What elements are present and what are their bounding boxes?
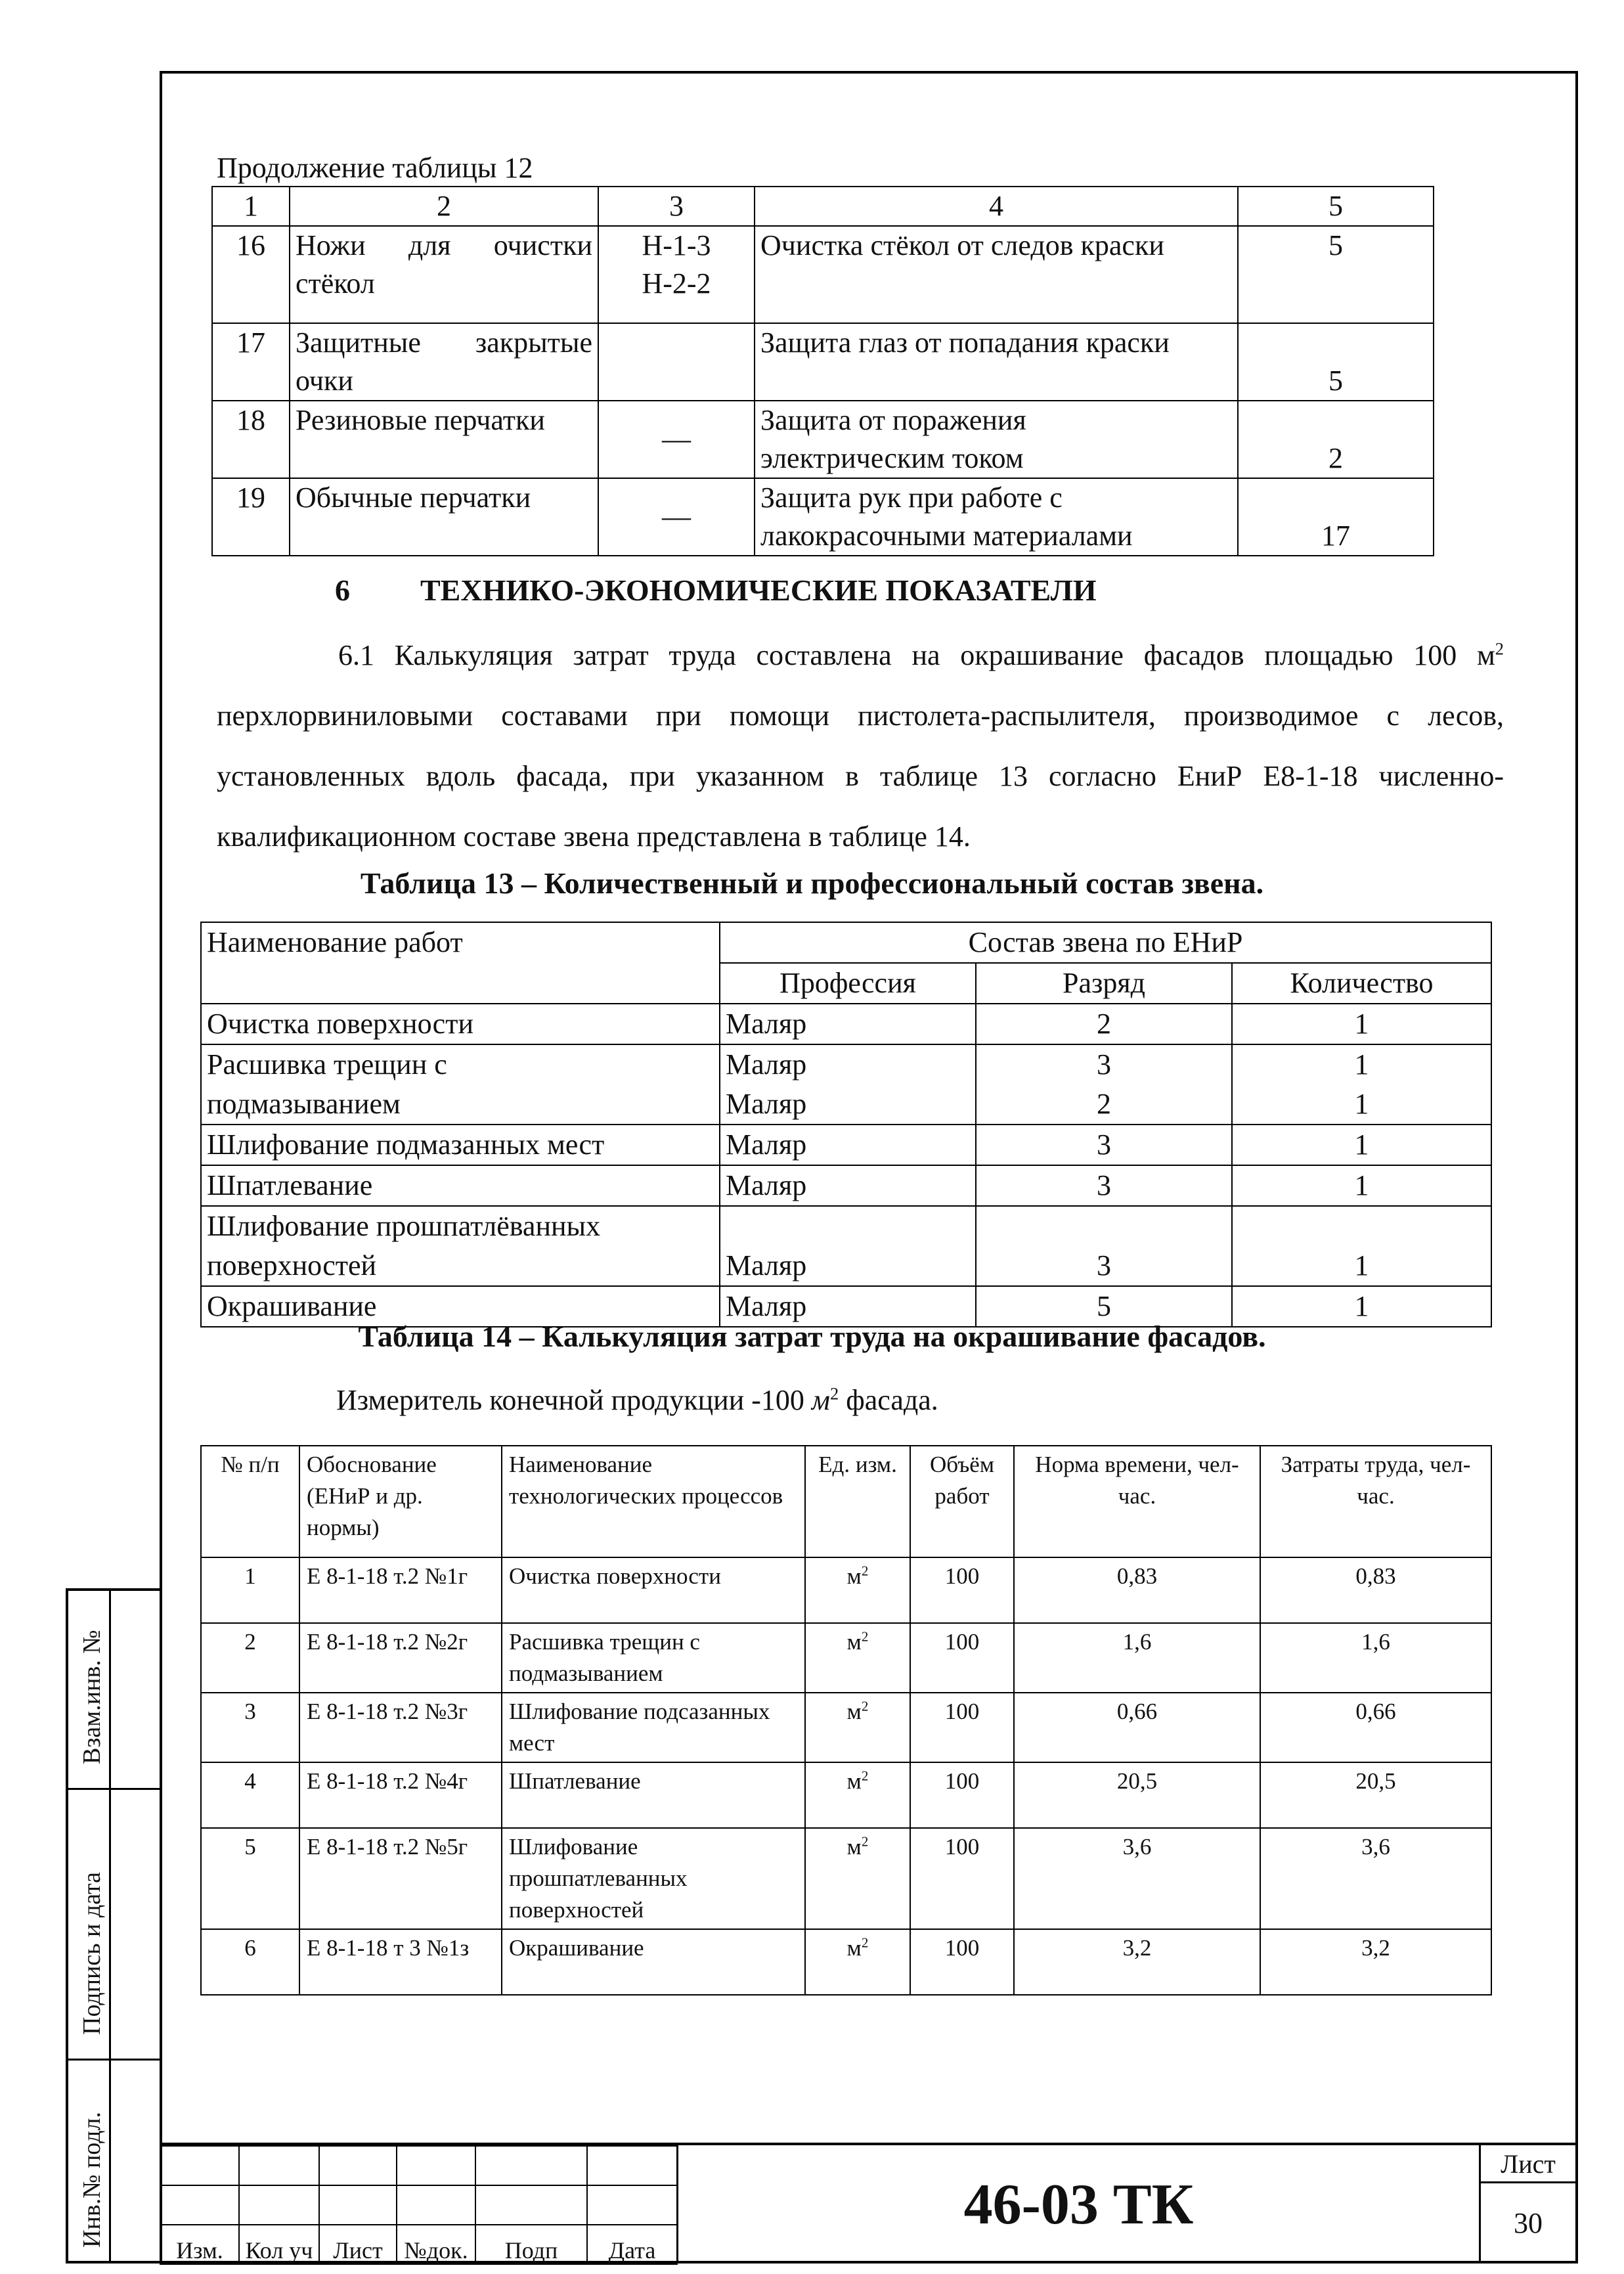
labor-cost: 3,6 xyxy=(1260,1828,1491,1929)
grade xyxy=(976,1165,1232,1206)
work-name xyxy=(201,1125,720,1165)
cell-line: поверхностей xyxy=(207,1249,377,1282)
cell-line: — xyxy=(662,423,691,455)
count xyxy=(1232,1206,1491,1286)
tool-name xyxy=(290,401,598,478)
profession xyxy=(720,1044,976,1125)
table-row xyxy=(201,1929,1491,1995)
sheet-number: 30 xyxy=(1514,2207,1543,2239)
time-norm: 0,83 xyxy=(1014,1557,1260,1623)
cell-line: Маляр xyxy=(726,1128,807,1161)
row-number: 18 xyxy=(212,401,290,478)
row-number: 2 xyxy=(201,1623,299,1693)
unit-exponent: 2 xyxy=(861,1563,869,1579)
table-13 xyxy=(200,922,1492,1327)
side-stamp xyxy=(66,1588,160,2263)
cell-line: лакокрасочными материалами xyxy=(760,520,1133,552)
table-row xyxy=(201,1828,1491,1929)
table-row xyxy=(201,1557,1491,1623)
table14-header-cell: Наименование технологических процессов xyxy=(502,1446,805,1557)
profession xyxy=(720,1165,976,1206)
cell-line: Маляр xyxy=(726,1008,807,1040)
work-volume: 100 xyxy=(910,1828,1014,1929)
table12-header-cell: 2 xyxy=(290,187,598,226)
work-name xyxy=(201,1004,720,1044)
table14-header-cell: Объём работ xyxy=(910,1446,1014,1557)
cell-line: 1 xyxy=(1354,1088,1369,1120)
labor-cost: 1,6 xyxy=(1260,1623,1491,1693)
norm-basis: Е 8-1-18 т 3 №1з xyxy=(299,1929,502,1995)
table-row xyxy=(201,1165,1491,1206)
table-row xyxy=(201,1693,1491,1762)
table14-meter: Измеритель конечной продукции -100 $м^2$ фасада. xyxy=(336,1383,938,1416)
unit xyxy=(805,1762,910,1828)
cell-line: 3 xyxy=(1097,1169,1111,1201)
cell-line: Маляр xyxy=(726,1169,807,1201)
cell-line: Очистка поверхности xyxy=(207,1008,473,1040)
stamp-column-label: Дата xyxy=(587,2225,677,2264)
norm-basis: Е 8-1-18 т.2 №5г xyxy=(299,1828,502,1929)
revision-table xyxy=(160,2145,678,2265)
cell-line: Шлифование прошпатлёванных xyxy=(207,1210,601,1242)
table12-header-cell: 5 xyxy=(1238,187,1434,226)
cell-line: электрическим током xyxy=(760,442,1024,474)
cell-line: 2 xyxy=(1097,1008,1111,1040)
unit xyxy=(805,1929,910,1995)
tool-quantity: 5 xyxy=(1238,323,1434,401)
table14-caption: Таблица 14 – Калькуляция затрат труда на окрашивание фасадов. xyxy=(358,1320,1266,1353)
cell-line: очки xyxy=(296,365,353,397)
unit xyxy=(805,1623,910,1693)
row-number: 17 xyxy=(212,323,290,401)
work-name xyxy=(201,1165,720,1206)
tool-purpose xyxy=(755,226,1238,323)
profession xyxy=(720,1125,976,1165)
side-label-inventory: Инв.№ подл. xyxy=(78,2111,106,2248)
labor-cost: 3,2 xyxy=(1260,1929,1491,1995)
norm-basis: Е 8-1-18 т.2 №3г xyxy=(299,1693,502,1762)
cell-line: 1 xyxy=(1354,1128,1369,1161)
time-norm: 3,2 xyxy=(1014,1929,1260,1995)
count xyxy=(1232,1044,1491,1125)
cell-line: 1 xyxy=(1354,1169,1369,1201)
cell-line: Расшивка трещин с xyxy=(207,1048,447,1081)
section-paragraph: 6.1 Калькуляция затрат труда составлена на окрашивание фасадов площадью 100 $м^2$ перхлорвиниловыми составами при помощи пистолета-распылителя, производимое с лесов, установленных вдоль фасада, при указанном в таблице 13 согласно ЕниР Е8-1-18 численно-квалификационном составе звена представлена в таблице 14. xyxy=(217,638,1504,853)
time-norm: 3,6 xyxy=(1014,1828,1260,1929)
row-number: 19 xyxy=(212,478,290,556)
unit-exponent: 2 xyxy=(861,1698,869,1714)
time-norm: 1,6 xyxy=(1014,1623,1260,1693)
table14-header-cell: Обоснование (ЕНиР и др. нормы) xyxy=(299,1446,502,1557)
profession xyxy=(720,1004,976,1044)
work-volume: 100 xyxy=(910,1929,1014,1995)
unit-exponent: 2 xyxy=(861,1768,869,1784)
cell-line: Обычные перчатки xyxy=(296,481,531,514)
tool-purpose xyxy=(755,478,1238,556)
tool-quantity: 2 xyxy=(1238,401,1434,478)
table-row xyxy=(201,1623,1491,1693)
sheet-label: Лист xyxy=(1481,2145,1575,2183)
labor-cost: 0,83 xyxy=(1260,1557,1491,1623)
unit-base: м xyxy=(846,1629,862,1655)
table-14 xyxy=(200,1445,1492,1995)
cell-line: Н-1-3 xyxy=(642,229,711,261)
cell-line: 1 xyxy=(1354,1008,1369,1040)
process-name: Окрашивание xyxy=(502,1929,805,1995)
count xyxy=(1232,1165,1491,1206)
cell-line: стёкол xyxy=(296,267,375,300)
cell-line: — xyxy=(662,501,691,533)
tool-mark xyxy=(598,478,755,556)
process-name: Очистка поверхности xyxy=(502,1557,805,1623)
stamp-column-label: Кол уч xyxy=(239,2225,319,2264)
row-number: 5 xyxy=(201,1828,299,1929)
tool-name xyxy=(290,478,598,556)
table14-header-cell: Норма времени, чел-час. xyxy=(1014,1446,1260,1557)
cell-line: Защита от поражения xyxy=(760,404,1026,436)
profession xyxy=(720,1206,976,1286)
cell-line: 2 xyxy=(1097,1088,1111,1120)
unit-exponent: 2 xyxy=(861,1628,869,1645)
grade xyxy=(976,1004,1232,1044)
table14-header-row xyxy=(201,1446,1491,1557)
work-volume: 100 xyxy=(910,1762,1014,1828)
table13-header-cell: Количество xyxy=(1232,963,1491,1004)
count xyxy=(1232,1125,1491,1165)
cell-line: Маляр xyxy=(726,1249,807,1282)
time-norm: 20,5 xyxy=(1014,1762,1260,1828)
cell-line: 5 xyxy=(1097,1290,1111,1322)
table14-header-cell: Ед. изм. xyxy=(805,1446,910,1557)
unit-exponent: 2 xyxy=(861,1833,869,1850)
tool-name xyxy=(290,323,598,401)
norm-basis: Е 8-1-18 т.2 №2г xyxy=(299,1623,502,1693)
document-code: 46-03 ТК xyxy=(676,2145,1481,2263)
time-norm: 0,66 xyxy=(1014,1693,1260,1762)
unit-exponent: 2 xyxy=(861,1934,869,1951)
work-volume: 100 xyxy=(910,1623,1014,1693)
grade xyxy=(976,1044,1232,1125)
table12-header-cell: 3 xyxy=(598,187,755,226)
norm-basis: Е 8-1-18 т.2 №1г xyxy=(299,1557,502,1623)
work-volume: 100 xyxy=(910,1693,1014,1762)
labor-cost: 20,5 xyxy=(1260,1762,1491,1828)
process-name: Шлифование подсазанных мест xyxy=(502,1693,805,1762)
cell-line: 1 xyxy=(1354,1290,1369,1322)
table13-header-cell: Профессия xyxy=(720,963,976,1004)
cell-line: Маляр xyxy=(726,1290,807,1322)
row-number: 1 xyxy=(201,1557,299,1623)
cell-line: Защитные закрытые xyxy=(296,326,592,359)
table13-header-row xyxy=(201,922,1491,963)
stamp-column-label: Подп xyxy=(475,2225,587,2264)
title-block xyxy=(160,2143,1578,2263)
work-name xyxy=(201,1044,720,1125)
table-row xyxy=(201,1004,1491,1044)
cell-line: Защита рук при работе с xyxy=(760,481,1063,514)
process-name: Шпатлевание xyxy=(502,1762,805,1828)
cell-line: 1 xyxy=(1354,1249,1369,1282)
count xyxy=(1232,1004,1491,1044)
cell-line: Маляр xyxy=(726,1088,807,1120)
table12-caption: Продолжение таблицы 12 xyxy=(217,152,533,184)
cell-line: Шлифование подмазанных мест xyxy=(207,1128,605,1161)
table13-header-group: Состав звена по ЕНиР xyxy=(720,922,1491,963)
table12-header-cell: 1 xyxy=(212,187,290,226)
work-volume: 100 xyxy=(910,1557,1014,1623)
unit-base: м xyxy=(846,1935,862,1961)
stamp-column-label: Изм. xyxy=(160,2225,239,2264)
stamp-column-label: №док. xyxy=(397,2225,475,2264)
table-row xyxy=(201,1206,1491,1286)
grade xyxy=(976,1125,1232,1165)
work-name xyxy=(201,1206,720,1286)
table-12 xyxy=(211,186,1434,556)
tool-purpose xyxy=(755,323,1238,401)
table-row xyxy=(212,226,1434,323)
row-number: 4 xyxy=(201,1762,299,1828)
table12-header-row xyxy=(212,187,1434,226)
table13-header-name: Наименование работ xyxy=(201,922,720,1004)
cell-line: 3 xyxy=(1097,1249,1111,1282)
norm-basis: Е 8-1-18 т.2 №4г xyxy=(299,1762,502,1828)
tool-quantity: 17 xyxy=(1238,478,1434,556)
unit xyxy=(805,1693,910,1762)
table14-header-cell: № п/п xyxy=(201,1446,299,1557)
unit-base: м xyxy=(846,1699,862,1724)
process-name: Расшивка трещин с подмазыванием xyxy=(502,1623,805,1693)
row-number: 6 xyxy=(201,1929,299,1995)
unit xyxy=(805,1828,910,1929)
cell-line: Защита глаз от попадания краски xyxy=(760,326,1170,359)
cell-line: Резиновые перчатки xyxy=(296,404,545,436)
table13-header-cell: Разряд xyxy=(976,963,1232,1004)
table-row xyxy=(201,1125,1491,1165)
unit-base: м xyxy=(846,1563,862,1589)
table14-header-cell: Затраты труда, чел-час. xyxy=(1260,1446,1491,1557)
unit-base: м xyxy=(846,1834,862,1860)
unit xyxy=(805,1557,910,1623)
cell-line: 3 xyxy=(1097,1128,1111,1161)
table13-caption: Таблица 13 – Количественный и профессиональный состав звена. xyxy=(360,866,1264,900)
stamp-column-label: Лист xyxy=(319,2225,397,2264)
cell-line: подмазыванием xyxy=(207,1088,401,1120)
cell-line: 1 xyxy=(1354,1048,1369,1081)
row-number: 3 xyxy=(201,1693,299,1762)
section-title: ТЕХНИКО-ЭКОНОМИЧЕСКИЕ ПОКАЗАТЕЛИ xyxy=(420,573,1097,607)
tool-purpose xyxy=(755,401,1238,478)
cell-line: Шпатлевание xyxy=(207,1169,373,1201)
process-name: Шлифование прошпатлеванных поверхностей xyxy=(502,1828,805,1929)
tool-name xyxy=(290,226,598,323)
labor-cost: 0,66 xyxy=(1260,1693,1491,1762)
side-label-replace: Взам.инв. № xyxy=(78,1630,106,1764)
grade xyxy=(976,1206,1232,1286)
side-label-signature: Подпись и дата xyxy=(78,1871,106,2035)
table-row xyxy=(212,401,1434,478)
cell-line: Ножи для очистки xyxy=(296,229,592,261)
table-row xyxy=(212,478,1434,556)
cell-line: Н-2-2 xyxy=(642,267,711,300)
tool-mark xyxy=(598,401,755,478)
cell-line: Очистка стёкол от следов краски xyxy=(760,229,1164,261)
table-row xyxy=(201,1762,1491,1828)
section-number: 6 xyxy=(335,573,350,607)
unit-base: м xyxy=(846,1768,862,1794)
table-row xyxy=(201,1044,1491,1125)
table12-header-cell: 4 xyxy=(755,187,1238,226)
tool-quantity: 5 xyxy=(1238,226,1434,323)
tool-mark xyxy=(598,226,755,323)
table-row xyxy=(212,323,1434,401)
cell-line: 3 xyxy=(1097,1048,1111,1081)
row-number: 16 xyxy=(212,226,290,323)
cell-line: Окрашивание xyxy=(207,1290,377,1322)
tool-mark xyxy=(598,323,755,401)
cell-line: Маляр xyxy=(726,1048,807,1081)
